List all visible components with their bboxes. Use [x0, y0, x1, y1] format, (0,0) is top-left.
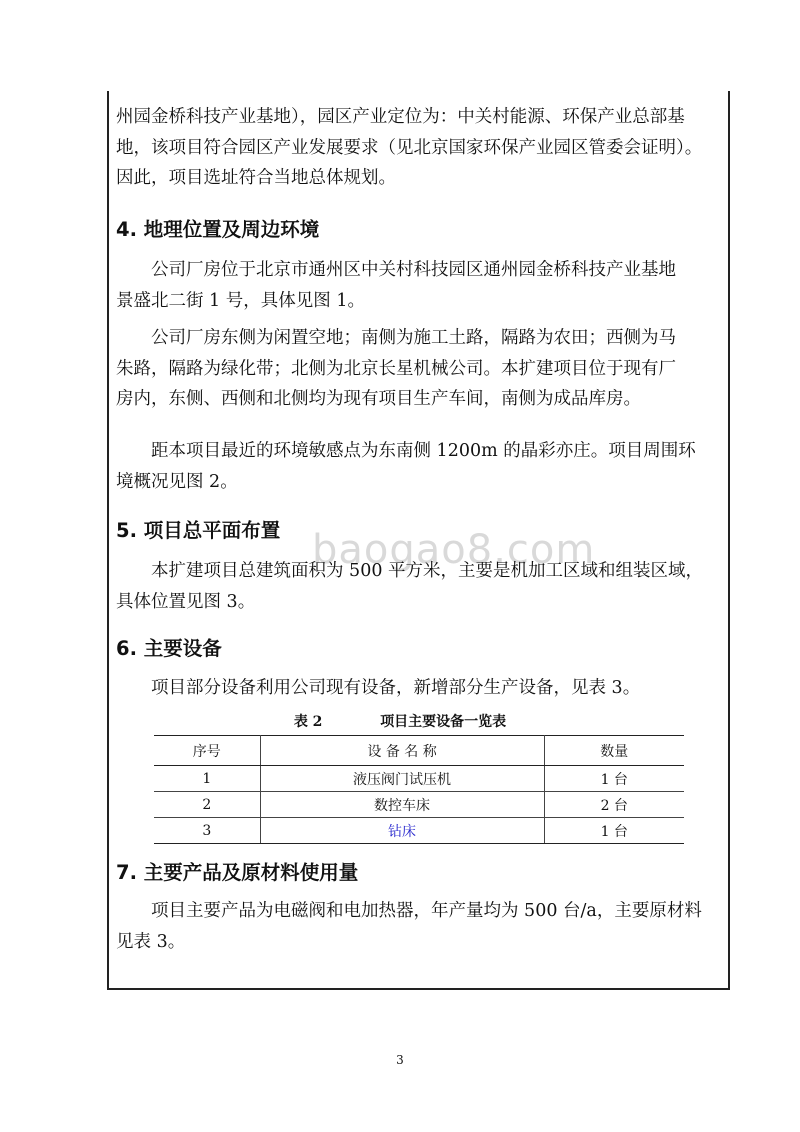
table-caption-label: 表 2 [293, 714, 323, 730]
section-number: 5. [116, 519, 137, 542]
cell-equipment-name-highlighted: 钻床 [260, 818, 544, 844]
table-header-row [154, 736, 684, 766]
paragraph-line: 项目主要产品为电磁阀和电加热器，年产量均为 500 台/a，主要原材料 [116, 901, 702, 921]
surroundings-paragraph [116, 323, 724, 415]
intro-line: 州园金桥科技产业基地），园区产业定位为：中关村能源、环保产业总部基 [116, 107, 685, 127]
section-7-heading [116, 857, 358, 885]
cell-equipment-name: 数控车床 [260, 792, 544, 818]
paragraph-line: 项目部分设备利用公司现有设备，新增部分生产设备，见表 3。 [116, 678, 641, 698]
paragraph-line: 距本项目最近的环境敏感点为东南侧 1200m 的晶彩亦庄。项目周围环 [116, 441, 696, 461]
section-title: 主要设备 [143, 637, 222, 660]
section-title: 项目总平面布置 [143, 519, 281, 542]
section-title: 地理位置及周边环境 [143, 218, 320, 241]
paragraph-line: 具体位置见图 3。 [116, 591, 256, 612]
sensitive-point-paragraph [116, 436, 724, 497]
cell-quantity: 2 台 [544, 792, 684, 818]
paragraph-line: 房内，东侧、西侧和北侧均为现有项目生产车间，南侧为成品库房。 [116, 389, 641, 409]
paragraph-line: 见表 3。 [116, 931, 186, 952]
intro-paragraph [116, 102, 724, 194]
page-number: 3 [396, 1053, 404, 1067]
cell-index: 1 [154, 766, 260, 792]
paragraph-line: 景盛北二街 1 号，具体见图 1。 [116, 290, 365, 311]
cell-equipment-name: 液压阀门试压机 [260, 766, 544, 792]
paragraph-line: 公司厂房位于北京市通州区中关村科技园区通州园金桥科技产业基地 [116, 260, 676, 280]
paragraph-line: 境概况见图 2。 [116, 471, 238, 492]
section-5-heading [116, 515, 280, 543]
section-4-heading [116, 214, 319, 242]
products-paragraph [116, 896, 724, 957]
table-row [154, 818, 684, 844]
paragraph-line: 本扩建项目总建筑面积为 500 平方米，主要是机加工区域和组装区域， [116, 561, 704, 581]
table-row [154, 766, 684, 792]
equipment-paragraph [116, 673, 724, 704]
section-number: 4. [116, 218, 137, 241]
location-paragraph [116, 255, 724, 316]
section-number: 6. [116, 637, 137, 660]
equipment-table [154, 735, 684, 844]
cell-index: 3 [154, 818, 260, 844]
header-index: 序号 [154, 736, 260, 766]
table-row [154, 792, 684, 818]
header-equipment-name: 设 备 名 称 [260, 736, 544, 766]
cell-index: 2 [154, 792, 260, 818]
intro-line: 地，该项目符合园区产业发展要求（见北京国家环保产业园区管委会证明）。 [116, 137, 703, 158]
table-caption-title: 项目主要设备一览表 [380, 714, 507, 730]
cell-quantity: 1 台 [544, 766, 684, 792]
layout-paragraph [116, 556, 724, 617]
paragraph-line: 公司厂房东侧为闲置空地；南侧为施工土路，隔路为农田；西侧为马 [116, 328, 676, 348]
section-6-heading [116, 633, 222, 661]
watermark: baogao8.com [312, 527, 596, 573]
cell-quantity: 1 台 [544, 818, 684, 844]
paragraph-line: 朱路，隔路为绿化带；北侧为北京长星机械公司。本扩建项目位于现有厂 [116, 358, 676, 379]
section-title: 主要产品及原材料使用量 [143, 861, 359, 884]
intro-line: 因此，项目选址符合当地总体规划。 [116, 168, 396, 188]
table-caption [0, 711, 800, 731]
header-quantity: 数量 [544, 736, 684, 766]
section-number: 7. [116, 861, 137, 884]
